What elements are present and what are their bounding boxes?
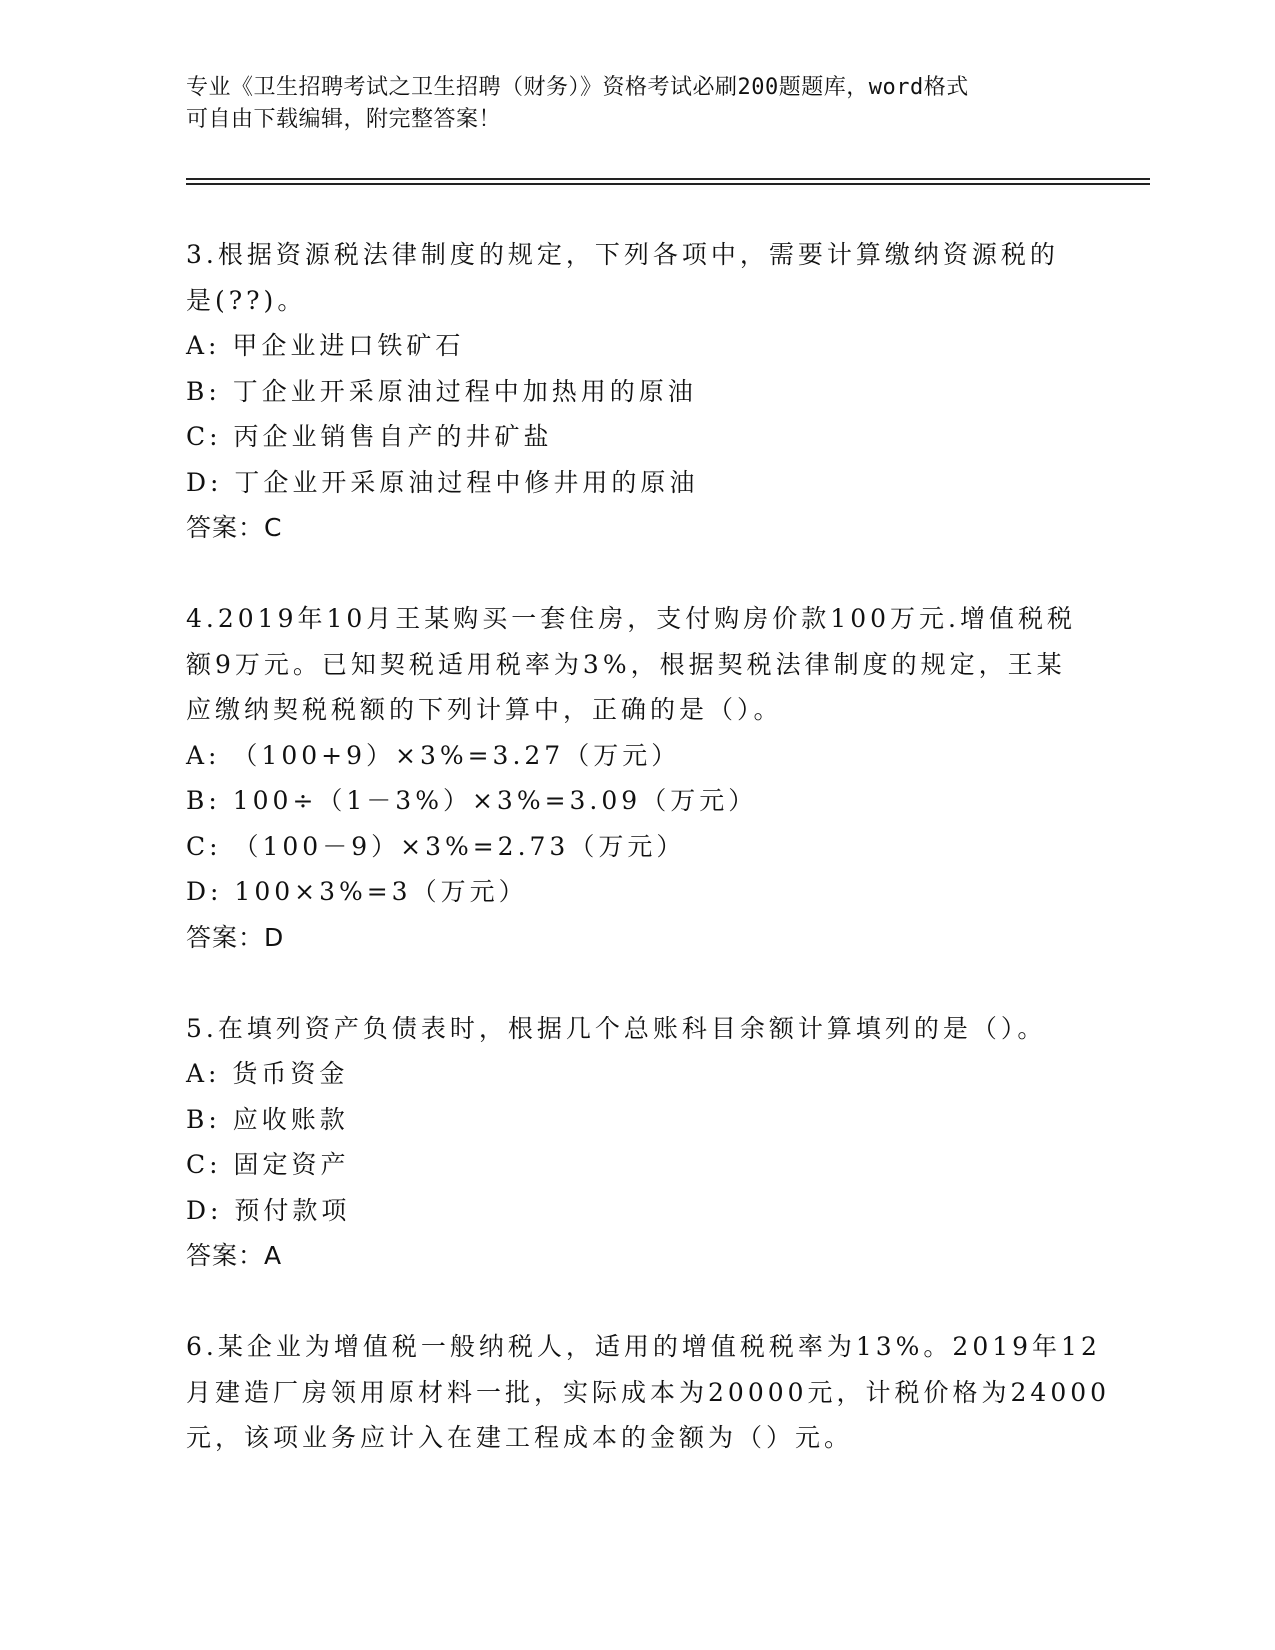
header-divider-bottom [186,183,1150,185]
answer-label: 答案：C [186,513,283,542]
answer-label: 答案：D [186,922,285,952]
option-b: B: 应收账款 [186,1104,349,1134]
option-d: D: 丁企业开采原油过程中修井用的原油 [186,467,699,497]
question-text: 额9万元。已知契税适用税率为3%，根据契税法律制度的规定，王某 [186,649,1066,679]
question-6 [186,1324,1111,1461]
question-3 [186,232,1086,551]
header-divider-top [186,178,1150,180]
question-text: 3.根据资源税法律制度的规定，下列各项中，需要计算缴纳资源税的 [186,240,1059,269]
question-text: 是(??)。 [186,285,307,315]
option-c: C: 丙企业销售自产的井矿盐 [186,422,553,451]
question-text: 5.在填列资产负债表时，根据几个总账科目余额计算填列的是（）。 [186,1013,1047,1043]
option-d: D: 100×3%=3（万元） [186,877,528,906]
option-a: A: 货币资金 [186,1059,349,1088]
option-b: B: 100÷（1－3%）×3%=3.09（万元） [186,786,758,815]
option-c: C: 固定资产 [186,1150,350,1179]
question-text: 元，该项业务应计入在建工程成本的金额为（）元。 [186,1423,854,1452]
header-title-line-1: 专业《卫生招聘考试之卫生招聘（财务）》资格考试必刷200题题库，word格式 [186,75,969,100]
question-text: 应缴纳契税税额的下列计算中，正确的是（）。 [186,695,783,724]
question-text: 月建造厂房领用原材料一批，实际成本为20000元，计税价格为24000 [186,1377,1111,1407]
document-header [186,72,1086,136]
question-5 [186,1006,1086,1279]
header-title-line-2: 可自由下载编辑，附完整答案！ [186,107,502,132]
option-c: C: （100－9）×3%=2.73（万元） [186,831,686,861]
question-4 [186,596,1086,960]
option-b: B: 丁企业开采原油过程中加热用的原油 [186,376,697,406]
option-a: A: （100+9）×3%=3.27（万元） [186,740,681,770]
answer-label: 答案：A [186,1241,283,1270]
option-d: D: 预付款项 [186,1195,351,1225]
question-list [186,232,1111,1506]
question-text: 6.某企业为增值税一般纳税人，适用的增值税税率为13%。2019年12 [186,1332,1101,1361]
option-a: A: 甲企业进口铁矿石 [186,331,465,360]
question-text: 4.2019年10月王某购买一套住房，支付购房价款100万元.增值税税 [186,604,1076,633]
